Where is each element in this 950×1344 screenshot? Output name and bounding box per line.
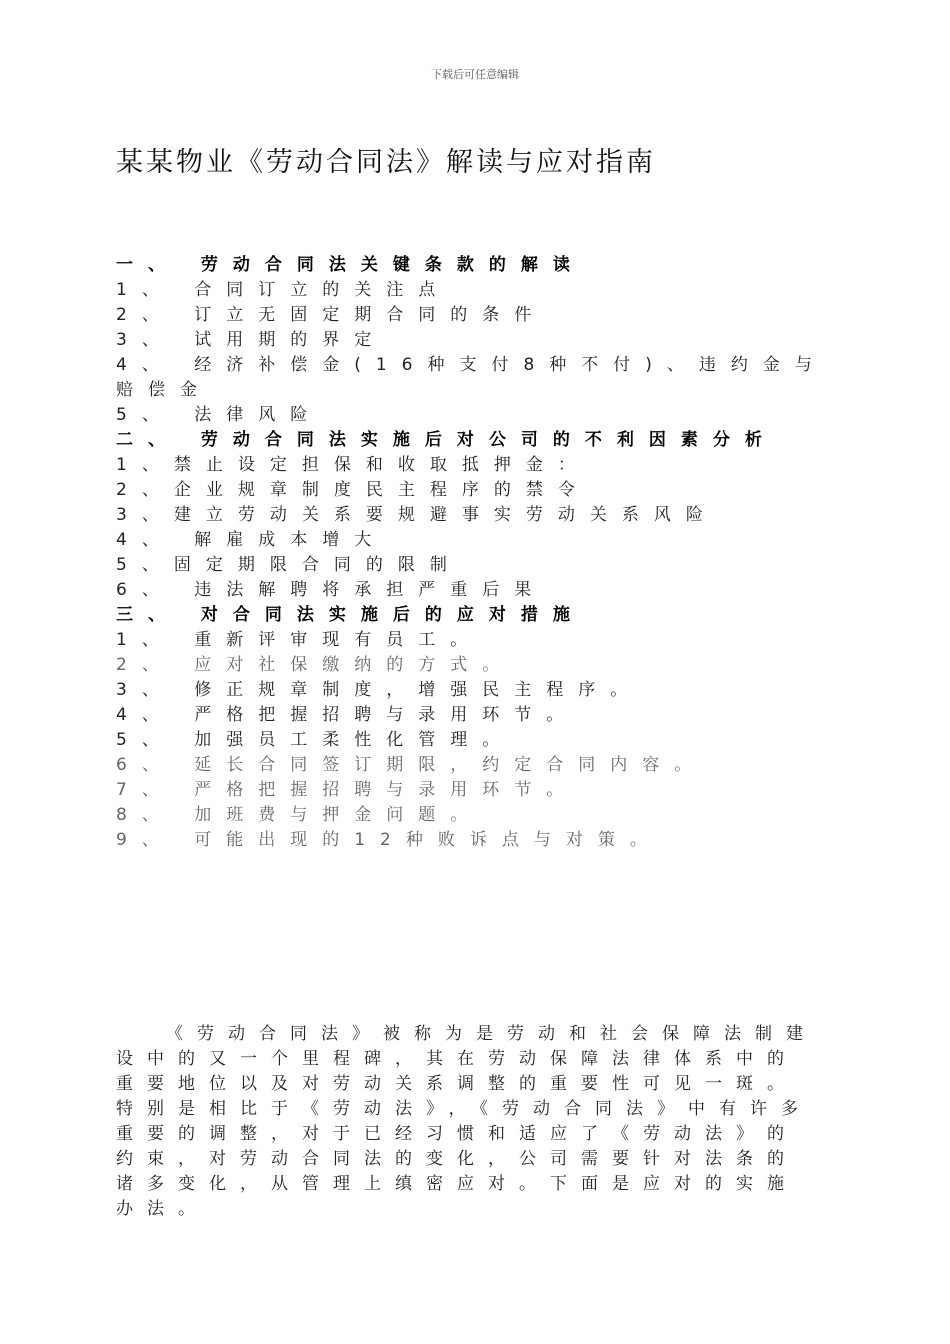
outline-item: 5、固定期限合同的限制	[116, 555, 462, 575]
intro-paragraph	[116, 1022, 828, 1222]
outline-item: 2、 应对社保缴纳的方式。	[116, 655, 515, 675]
outline-item: 6、 违法解聘将承担严重后果	[116, 580, 547, 600]
outline-item: 1、 合同订立的关注点	[116, 280, 451, 300]
outline-item: 7、 严格把握招聘与录用环节。	[116, 780, 579, 800]
outline-item: 2、企业规章制度民主程序的禁令	[116, 480, 590, 500]
outline-item: 9、 可能出现的12种败诉点与对策。	[116, 830, 662, 850]
section-heading-1: 一、 劳动合同法关键条款的解读	[116, 255, 585, 275]
outline-item: 8、 加班费与押金问题。	[116, 805, 483, 825]
header-note: 下载后可任意编辑	[431, 68, 519, 81]
outline-item: 4、 严格把握招聘与录用环节。	[116, 705, 579, 725]
outline-item: 2、 订立无固定期合同的条件	[116, 305, 547, 325]
outline-item: 3、 修正规章制度，增强民主程序。	[116, 680, 643, 700]
outline-item: 6、 延长合同签订期限，约定合同内容。	[116, 755, 707, 775]
outline-item: 1、 重新评审现有员工。	[116, 630, 483, 650]
section-heading-3: 三、 对合同法实施后的应对措施	[116, 605, 585, 625]
outline-item: 1、禁止设定担保和收取抵押金：	[116, 455, 590, 475]
intro-paragraph-text: 《劳动合同法》被称为是劳动和社会保障法制建设中的又一个里程碑，其在劳动保障法律体系中的重要地位以及对劳动关系调整的重要性可见一斑。特别是相比于《劳动法》，《劳动合同法》中有许多重要的调整，对于已经习惯和适应了《劳动法》的约束，对劳动合同法的变化，公司需要针对法条的诸多变化，从管理上缜密应对。下面是应对的实施办法。	[116, 1024, 817, 1219]
outline-item: 5、 法律风险	[116, 405, 323, 425]
outline	[116, 253, 828, 853]
outline-item: 3、建立劳动关系要规避事实劳动关系风险	[116, 505, 718, 525]
outline-item: 3、 试用期的界定	[116, 330, 387, 350]
section-heading-2: 二、 劳动合同法实施后对公司的不利因素分析	[116, 430, 777, 450]
outline-item: 5、 加强员工柔性化管理。	[116, 730, 515, 750]
outline-item: 4、 经济补偿金(16种支付8种不付)、违约金与赔偿金	[116, 355, 827, 400]
outline-item: 4、 解雇成本增大	[116, 530, 387, 550]
document-title: 某某物业《劳动合同法》解读与应对指南	[116, 147, 656, 178]
